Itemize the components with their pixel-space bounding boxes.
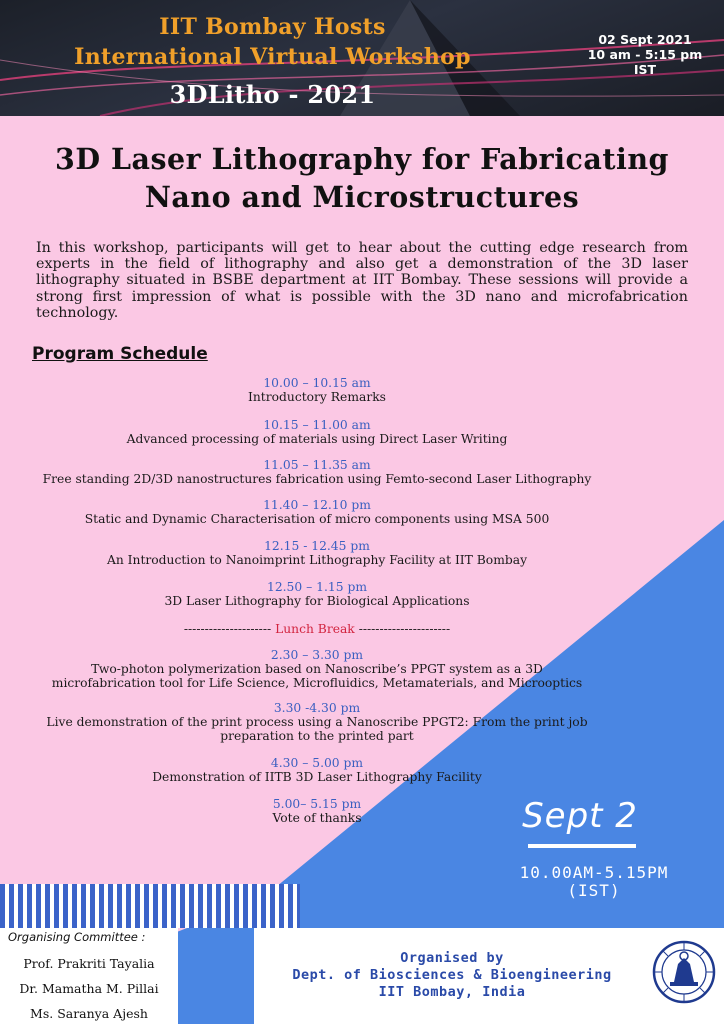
schedule-time: 11.05 – 11.35 am: [263, 458, 371, 472]
schedule-desc: Introductory Remarks: [248, 390, 386, 404]
header-timezone: IST: [633, 62, 657, 77]
schedule-item: [0, 458, 634, 486]
schedule-desc-line2: microfabrication tool for Life Science, Microfluidics, Metamaterials, and Microoptics: [51, 676, 583, 690]
schedule-desc: Live demonstration of the print process using a Nanoscribe PPGT2: From the print job: [46, 715, 588, 729]
lunch-dashes-left: ---------------------: [183, 622, 272, 636]
schedule-item: [0, 376, 634, 404]
schedule-desc: Static and Dynamic Characterisation of micro components using MSA 500: [84, 512, 550, 526]
header-time: 10 am - 5:15 pm: [587, 47, 703, 62]
schedule-item: [0, 539, 634, 567]
schedule-desc: 3D Laser Lithography for Biological Applications: [164, 594, 470, 608]
event-day-underline: [528, 844, 636, 848]
schedule-item: [0, 701, 634, 743]
organiser-line1: Organised by: [400, 950, 504, 966]
lunch-break-label: Lunch Break: [275, 622, 355, 636]
committee-member: Prof. Prakriti Tayalia: [23, 956, 155, 971]
schedule-desc: Demonstration of IITB 3D Laser Lithography Facility: [152, 770, 482, 784]
committee-member: Ms. Saranya Ajesh: [30, 1006, 148, 1021]
schedule-desc-line2: preparation to the printed part: [220, 729, 414, 743]
page-title-line1: 3D Laser Lithography for Fabricating: [55, 142, 669, 176]
schedule-time: 3.30 -4.30 pm: [273, 701, 361, 715]
schedule-time: 11.40 – 12.10 pm: [263, 498, 371, 512]
header-date: 02 Sept 2021: [598, 32, 692, 47]
committee-member: Dr. Mamatha M. Pillai: [19, 981, 159, 996]
schedule-time: 5.00– 5.15 pm: [272, 797, 362, 811]
schedule-item: [0, 648, 634, 690]
schedule-item: [0, 756, 634, 784]
schedule-desc: Advanced processing of materials using Direct Laser Writing: [126, 432, 508, 446]
schedule-time: 12.15 - 12.45 pm: [264, 539, 370, 553]
event-time-block: [494, 864, 694, 900]
header-date-block: [580, 32, 710, 77]
page-title: [0, 140, 724, 216]
page-title-line2: Nano and Microstructures: [144, 180, 580, 214]
organiser-institute: IIT Bombay, India: [378, 984, 526, 1000]
event-timezone: (IST): [567, 881, 621, 900]
schedule-time: 10.00 – 10.15 am: [263, 376, 371, 390]
organiser-block: [262, 950, 642, 1001]
event-day: Sept 2: [522, 796, 638, 836]
schedule-time: 2.30 – 3.30 pm: [270, 648, 364, 662]
schedule-time: 12.50 – 1.15 pm: [267, 580, 367, 594]
header-subtitle: 3DLitho - 2021: [169, 80, 376, 109]
committee-title: Organising Committee :: [8, 930, 146, 944]
schedule-desc: Vote of thanks: [272, 811, 362, 825]
decorative-stripes: [0, 884, 300, 928]
header-title-line1: IIT Bombay Hosts: [159, 14, 386, 40]
schedule-item: [0, 580, 634, 608]
lunch-break: [0, 622, 634, 636]
organiser-dept: Dept. of Biosciences & Bioengineering: [292, 967, 612, 983]
iit-bombay-logo-icon: [652, 938, 716, 1010]
schedule-heading: Program Schedule: [32, 344, 208, 364]
lunch-dashes-right: ----------------------: [358, 622, 451, 636]
schedule-time: 4.30 – 5.00 pm: [270, 756, 364, 770]
schedule-desc: Free standing 2D/3D nanostructures fabrication using Femto-second Laser Lithography: [42, 472, 592, 486]
header-banner: [0, 0, 724, 116]
schedule-desc: Two-photon polymerization based on Nanoscribe’s PPGT system as a 3D: [91, 662, 543, 676]
header-title-line2: International Virtual Workshop: [74, 44, 471, 70]
event-time-range: 10.00AM-5.15PM: [519, 863, 669, 882]
intro-paragraph: In this workshop, participants will get to hear about the cutting edge research from experts in the field of lithography and also get a demonstration of the 3D laser lithography situated in BSBE department at IIT Bombay. These sessions will provide a strong first impression of what is possible with the 3D nano and microfabrication technology.: [36, 240, 688, 321]
schedule-time: 10.15 – 11.00 am: [263, 418, 371, 432]
schedule-desc: An Introduction to Nanoimprint Lithography Facility at IIT Bombay: [106, 553, 528, 567]
schedule-item: [0, 498, 634, 526]
schedule-item: [0, 418, 634, 446]
